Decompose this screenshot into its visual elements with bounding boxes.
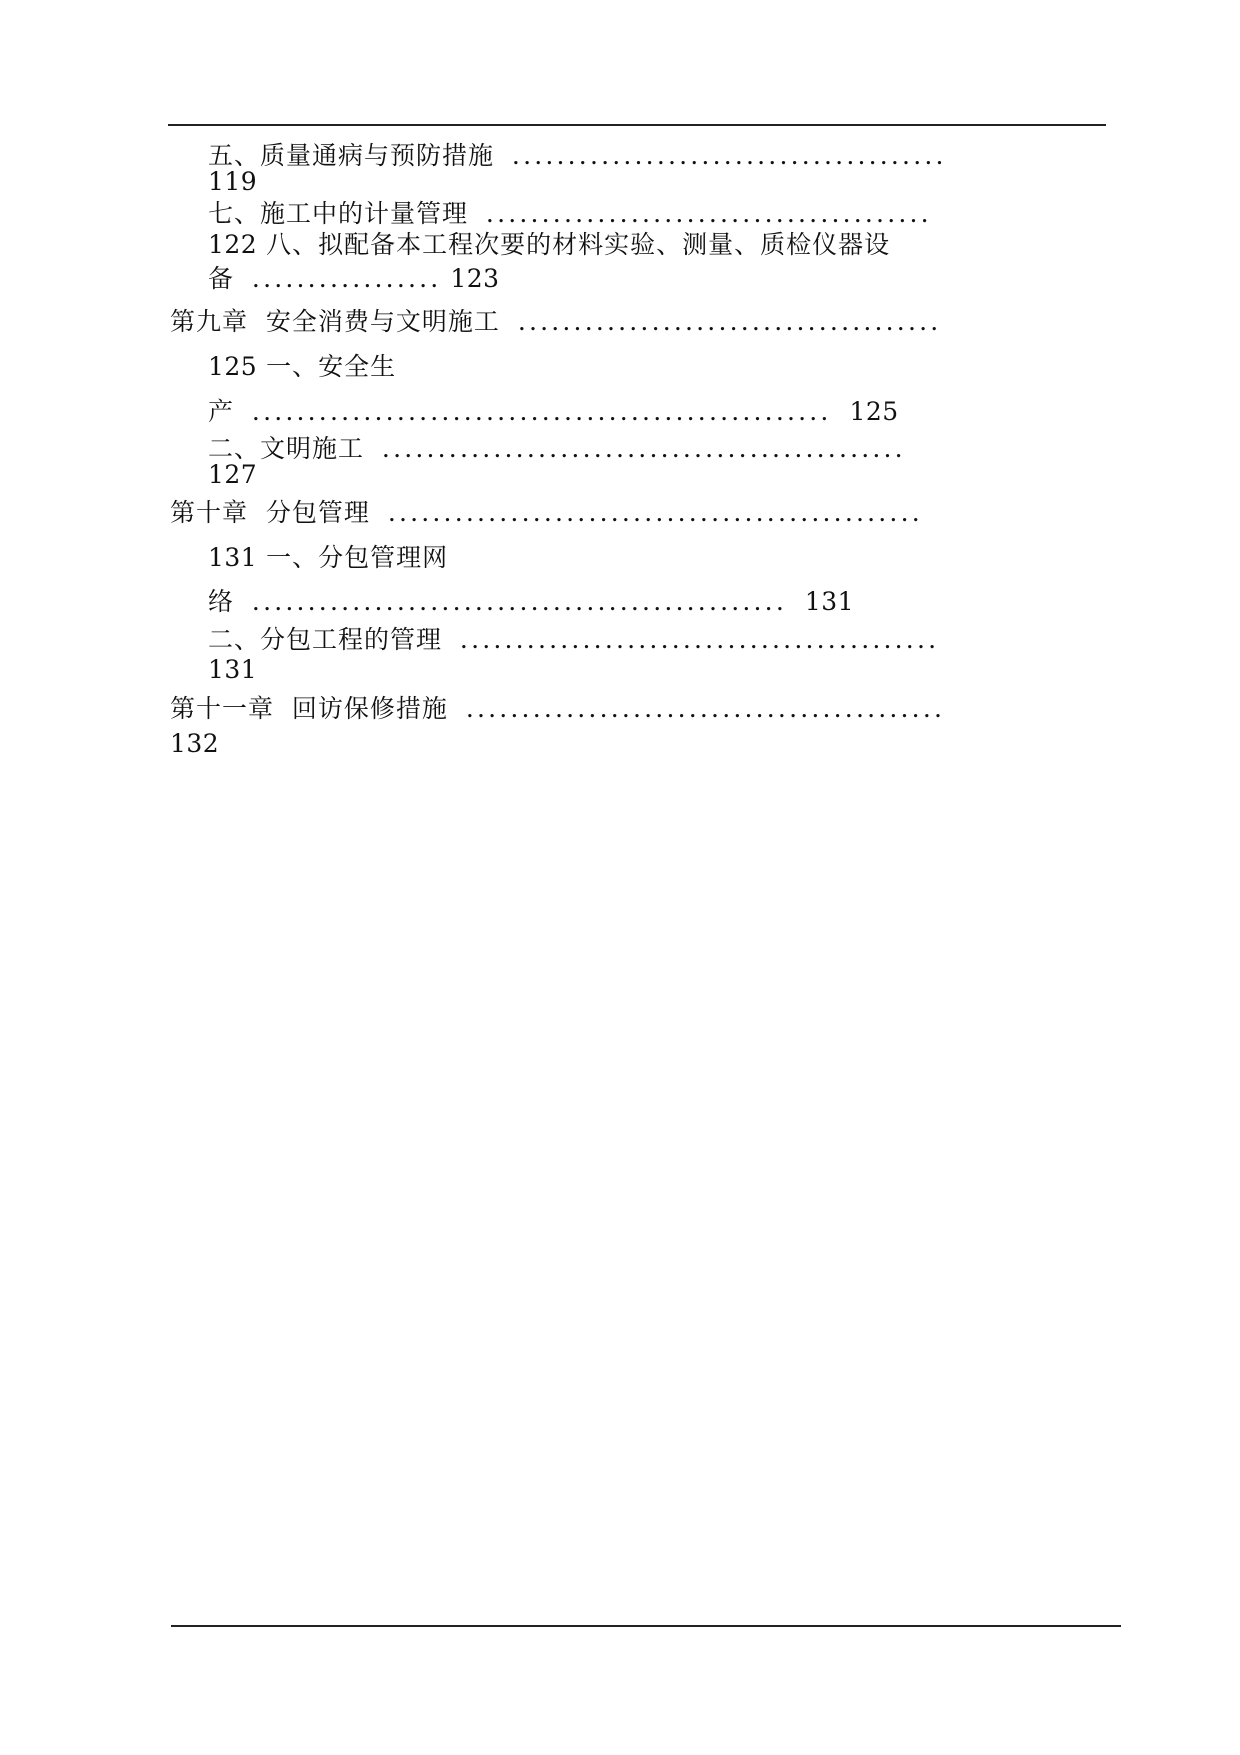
- footer-rule: [171, 1625, 1121, 1627]
- toc-leader-dots: ................................................: [251, 587, 787, 616]
- toc-entry-subcontract-network-cont[interactable]: [208, 587, 854, 617]
- toc-page-number: 122: [208, 230, 258, 259]
- toc-entry-title: 五、质量通病与预防措施: [208, 141, 495, 170]
- toc-leader-dots: ....................................................: [251, 397, 832, 426]
- toc-chapter-ten[interactable]: [170, 498, 923, 528]
- toc-entry-quality-defects[interactable]: [208, 141, 947, 171]
- toc-entry-title: 产: [208, 397, 235, 426]
- toc-entry-title: 一、分包管理网: [266, 543, 449, 572]
- toc-chapter-title: 第十章 分包管理: [170, 498, 370, 527]
- toc-page-number: 125: [849, 397, 899, 426]
- toc-page-number: 131: [804, 587, 855, 616]
- toc-page-number[interactable]: 127: [208, 460, 258, 489]
- toc-leader-dots: ...........................................: [465, 694, 946, 723]
- toc-leader-dots: ........................................: [485, 199, 932, 228]
- toc-page-number: 123: [450, 264, 500, 293]
- toc-chapter-title: 第九章 安全消费与文明施工: [170, 307, 500, 336]
- toc-page-number: 125: [208, 352, 258, 381]
- toc-entry-title: 二、文明施工: [208, 434, 365, 463]
- toc-entry-instruments-cont[interactable]: [208, 264, 500, 294]
- toc-page-number[interactable]: 119: [208, 167, 258, 196]
- toc-entry-subcontract-management[interactable]: [208, 625, 939, 655]
- toc-page-number[interactable]: 131: [208, 655, 258, 684]
- toc-page-number[interactable]: 132: [170, 729, 220, 758]
- toc-page-number: 131: [208, 543, 258, 572]
- toc-leader-dots: .......................................: [511, 141, 947, 170]
- toc-entry-safety-cont[interactable]: [208, 397, 899, 427]
- toc-leader-dots: ................................................: [387, 498, 923, 527]
- toc-leader-dots: ...............................................: [381, 434, 906, 463]
- header-rule: [168, 124, 1106, 126]
- toc-entry-title: 二、分包工程的管理: [208, 625, 443, 654]
- toc-leader-dots: ...........................................: [459, 625, 940, 654]
- toc-entry-subcontract-network[interactable]: [208, 543, 448, 573]
- toc-entry-title: 络: [208, 587, 235, 616]
- toc-entry-measurement[interactable]: [208, 199, 932, 229]
- toc-entry-civilized[interactable]: [208, 434, 906, 464]
- toc-entry-title: 备: [208, 264, 235, 293]
- toc-chapter-eleven[interactable]: [170, 694, 945, 724]
- toc-chapter-title: 第十一章 回访保修措施: [170, 694, 448, 723]
- toc-entry-title: 八、拟配备本工程次要的材料实验、测量、质检仪器设: [266, 230, 891, 259]
- toc-leader-dots: .................: [251, 264, 442, 293]
- toc-entry-instruments[interactable]: [208, 230, 890, 260]
- toc-entry-title: 七、施工中的计量管理: [208, 199, 469, 228]
- toc-entry-safety[interactable]: [208, 352, 396, 382]
- toc-leader-dots: ......................................: [517, 307, 942, 336]
- toc-entry-title: 一、安全生: [266, 352, 397, 381]
- toc-chapter-nine[interactable]: [170, 307, 941, 337]
